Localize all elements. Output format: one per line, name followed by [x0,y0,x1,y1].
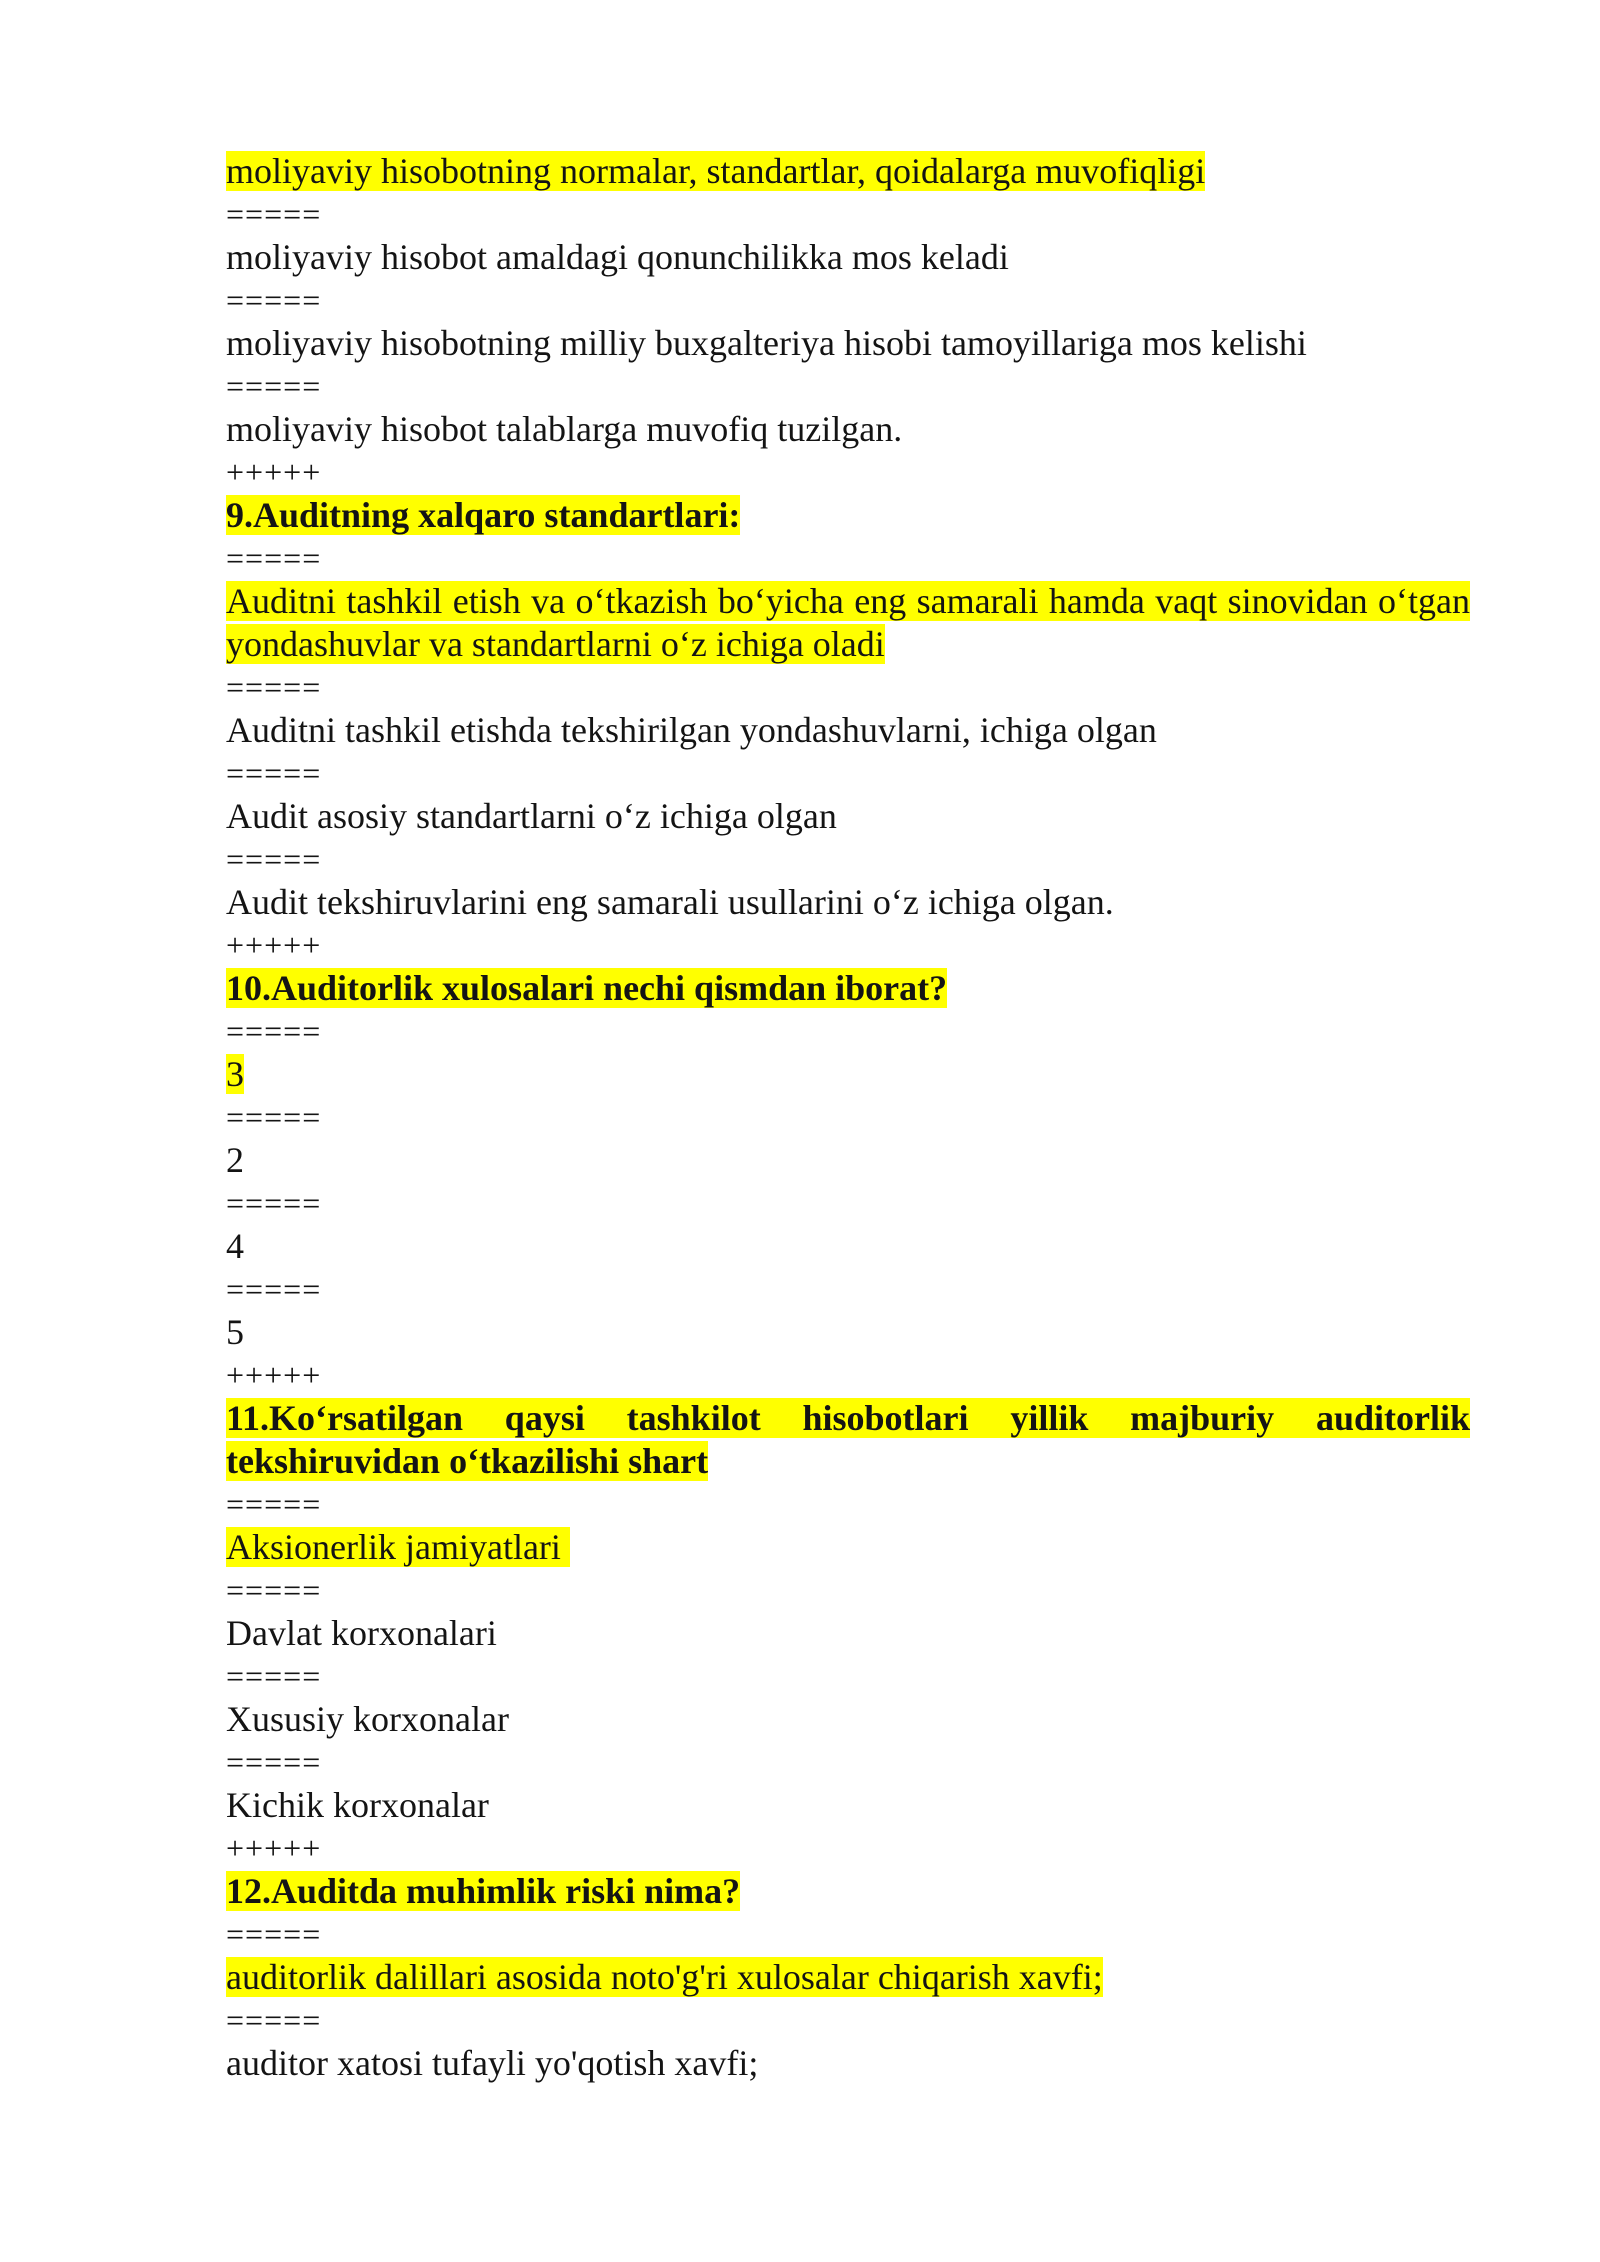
answer-correct [226,150,1470,193]
answer-option: moliyaviy hisobot amaldagi qonunchilikka mos keladi [226,237,1009,277]
separator: ===== [226,1271,322,1307]
question-heading-text: 10.Auditorlik xulosalari nechi qismdan iborat? [226,968,948,1008]
separator: ===== [226,1744,322,1780]
separator: ===== [226,1916,322,1952]
answer-correct-text: Aksionerlik jamiyatlari [226,1527,570,1567]
separator: ===== [226,841,322,877]
answer-correct [226,1526,1470,1569]
answer-option: Xususiy korxonalar [226,1699,509,1739]
question-heading [226,1397,1470,1483]
answer-option: Davlat korxonalari [226,1613,497,1653]
answer-option: moliyaviy hisobotning milliy buxgalteriya hisobi tamoyillariga mos kelishi [226,323,1307,363]
answer-option: moliyaviy hisobot talablarga muvofiq tuzilgan. [226,409,903,449]
answer-correct-text: moliyaviy hisobotning normalar, standartlar, qoidalarga muvofiqligi [226,151,1206,191]
question-heading-text: 12.Auditda muhimlik riski nima? [226,1871,741,1911]
separator: ===== [226,1099,322,1135]
separator: ===== [226,196,322,232]
answer-option: 4 [226,1226,244,1266]
separator: ===== [226,755,322,791]
question-heading-text: 9.Auditning xalqaro standartlari: [226,495,741,535]
question-heading [226,967,1470,1010]
answer-correct [226,1956,1470,1999]
question-end-marker: +++++ [226,1357,322,1393]
answer-option: 2 [226,1140,244,1180]
separator: ===== [226,669,322,705]
separator: ===== [226,540,322,576]
separator: ===== [226,1013,322,1049]
answer-option: 5 [226,1312,244,1352]
answer-option: Audit asosiy standartlarni o‘z ichiga olgan [226,796,837,836]
question-end-marker: +++++ [226,1830,322,1866]
separator: ===== [226,1572,322,1608]
question-heading [226,494,1470,537]
answer-option: Kichik korxonalar [226,1785,489,1825]
question-end-marker: +++++ [226,927,322,963]
separator: ===== [226,282,322,318]
answer-correct-text: 3 [226,1054,244,1094]
separator: ===== [226,1185,322,1221]
separator: ===== [226,2002,322,2038]
answer-correct-text: auditorlik dalillari asosida noto'g'ri xulosalar chiqarish xavfi; [226,1957,1103,1997]
separator: ===== [226,1658,322,1694]
separator: ===== [226,368,322,404]
answer-correct [226,580,1470,666]
answer-option: Auditni tashkil etishda tekshirilgan yondashuvlarni, ichiga olgan [226,710,1157,750]
answer-option: auditor xatosi tufayli yo'qotish xavfi; [226,2043,759,2083]
question-end-marker: +++++ [226,454,322,490]
question-heading [226,1870,1470,1913]
answer-option: Audit tekshiruvlarini eng samarali usullarini o‘z ichiga olgan. [226,882,1114,922]
answer-correct [226,1053,1470,1096]
document-page [226,150,1470,2085]
answer-correct-text: Auditni tashkil etish va o‘tkazish bo‘yicha eng samarali hamda vaqt sinovidan o‘tgan yondashuvlar va standartlarni o‘z ichiga oladi [226,581,1470,664]
separator: ===== [226,1486,322,1522]
question-heading-text: 11.Ko‘rsatilgan qaysi tashkilot hisobotlari yillik majburiy auditorlik tekshiruvidan o‘tkazilishi shart [226,1398,1470,1481]
